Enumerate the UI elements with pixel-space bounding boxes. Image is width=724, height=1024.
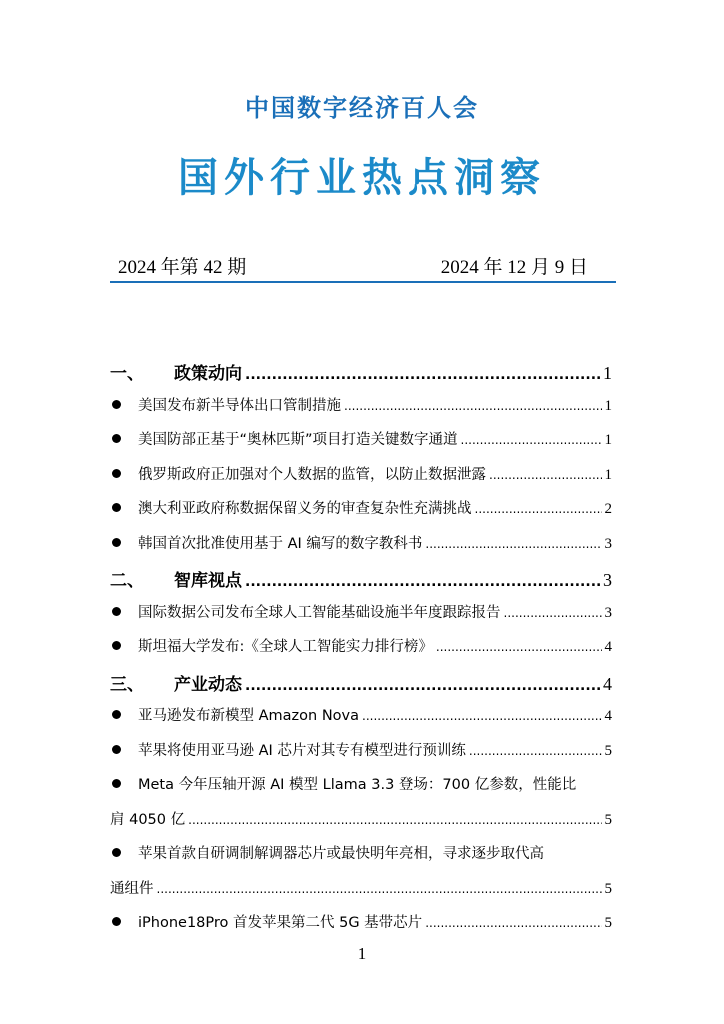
section-number: 二、 xyxy=(110,571,144,591)
toc-item[interactable] xyxy=(110,635,612,670)
page-ref: 4 xyxy=(603,673,612,694)
toc-item-label: 美国防部正基于“奥林匹斯”项目打造关键数字通道 xyxy=(138,432,458,448)
org-name: 中国数字经济百人会 xyxy=(245,94,479,122)
section-label: 政策动向 xyxy=(174,364,242,384)
toc-item-label: iPhone18Pro 首发苹果第二代 5G 基带芯片 xyxy=(138,915,423,931)
bullet-icon xyxy=(112,538,121,547)
page-ref: 2 xyxy=(604,501,612,517)
leader-dots xyxy=(245,678,600,694)
bullet-icon xyxy=(112,779,121,788)
leader-dots xyxy=(245,574,600,590)
toc-item[interactable] xyxy=(110,428,612,463)
toc-section-industry[interactable] xyxy=(110,670,612,705)
issue-date: 2024 年 12 月 9 日 xyxy=(440,257,588,278)
bullet-icon xyxy=(112,917,121,926)
leader-dots xyxy=(425,537,601,551)
page-ref: 1 xyxy=(604,432,612,448)
page-number: 1 xyxy=(357,944,367,963)
leader-dots xyxy=(157,882,602,896)
page-ref: 5 xyxy=(604,880,612,897)
section-label: 产业动态 xyxy=(174,674,242,695)
leader-dots xyxy=(475,502,602,516)
toc-item-label: 俄罗斯政府正加强对个人数据的监管，以防止数据泄露 xyxy=(138,466,486,483)
leader-dots xyxy=(461,433,602,447)
leader-dots xyxy=(344,399,602,413)
toc-item[interactable] xyxy=(110,532,612,567)
toc-item-label: 苹果首款自研调制解调器芯片或最快明年亮相，寻求逐步取代高 xyxy=(138,846,544,862)
leader-dots xyxy=(489,468,602,482)
toc-item[interactable] xyxy=(110,497,612,532)
toc-item[interactable] xyxy=(110,842,612,877)
toc-item-label: 美国发布新半导体出口管制措施 xyxy=(138,397,341,414)
page-ref: 4 xyxy=(604,639,612,655)
toc-item-continuation[interactable] xyxy=(110,877,612,912)
toc-section-think-tank[interactable] xyxy=(110,566,612,601)
toc-item[interactable] xyxy=(110,463,612,498)
toc-item-label: 国际数据公司发布全球人工智能基础设施半年度跟踪报告 xyxy=(138,604,501,621)
toc-item-label: 澳大利亚政府称数据保留义务的审查复杂性充满挑战 xyxy=(138,501,472,517)
bullet-icon xyxy=(112,400,121,409)
toc-item-label: 斯坦福大学发布:《全球人工智能实力排行榜》 xyxy=(138,639,433,655)
bullet-icon xyxy=(112,607,121,616)
bullet-icon xyxy=(112,503,121,512)
page-ref: 1 xyxy=(604,466,612,483)
page-ref: 5 xyxy=(604,742,612,759)
publication-title: 国外行业热点洞察 xyxy=(178,155,546,201)
leader-dots xyxy=(188,813,601,827)
toc-item[interactable] xyxy=(110,394,612,429)
bullet-icon xyxy=(112,469,121,478)
toc-section-policy[interactable] xyxy=(110,359,612,394)
page-ref: 3 xyxy=(604,604,612,621)
section-label: 智库视点 xyxy=(174,571,242,591)
section-number: 三、 xyxy=(110,674,144,695)
table-of-contents xyxy=(110,359,612,946)
toc-item[interactable] xyxy=(110,739,612,774)
page-ref: 4 xyxy=(604,708,612,724)
bullet-icon xyxy=(112,434,121,443)
leader-dots xyxy=(436,640,602,654)
header-divider xyxy=(110,281,616,283)
toc-item-label: Meta 今年压轴开源 AI 模型 Llama 3.3 登场：700 亿参数，性能比 xyxy=(138,777,577,793)
leader-dots xyxy=(362,709,601,723)
page-ref: 1 xyxy=(604,397,612,414)
bullet-icon xyxy=(112,641,121,650)
toc-item-label-continuation: 肩 4050 亿 xyxy=(110,811,186,828)
page-ref: 5 xyxy=(604,915,612,931)
page-ref: 5 xyxy=(604,811,612,828)
bullet-icon xyxy=(112,745,121,754)
toc-item-label: 韩国首次批准使用基于 AI 编写的数字教科书 xyxy=(138,535,423,552)
toc-item[interactable] xyxy=(110,601,612,636)
leader-dots xyxy=(504,606,602,620)
leader-dots xyxy=(245,367,600,383)
leader-dots xyxy=(469,744,602,758)
bullet-icon xyxy=(112,848,121,857)
bullet-icon xyxy=(112,710,121,719)
issue-row xyxy=(110,252,616,280)
toc-item-label: 亚马逊发布新模型 Amazon Nova xyxy=(138,708,360,724)
toc-item-continuation[interactable] xyxy=(110,808,612,843)
toc-item-label: 苹果将使用亚马逊 AI 芯片对其专有模型进行预训练 xyxy=(138,742,466,759)
section-number: 一、 xyxy=(110,364,144,384)
leader-dots xyxy=(425,916,601,930)
page-ref: 1 xyxy=(603,363,612,383)
issue-number: 2024 年第 42 期 xyxy=(118,257,247,278)
page-ref: 3 xyxy=(604,535,612,552)
toc-item[interactable] xyxy=(110,773,612,808)
page-ref: 3 xyxy=(603,570,612,590)
toc-item[interactable] xyxy=(110,911,612,946)
toc-item-label-continuation: 通组件 xyxy=(110,880,154,897)
toc-item[interactable] xyxy=(110,704,612,739)
